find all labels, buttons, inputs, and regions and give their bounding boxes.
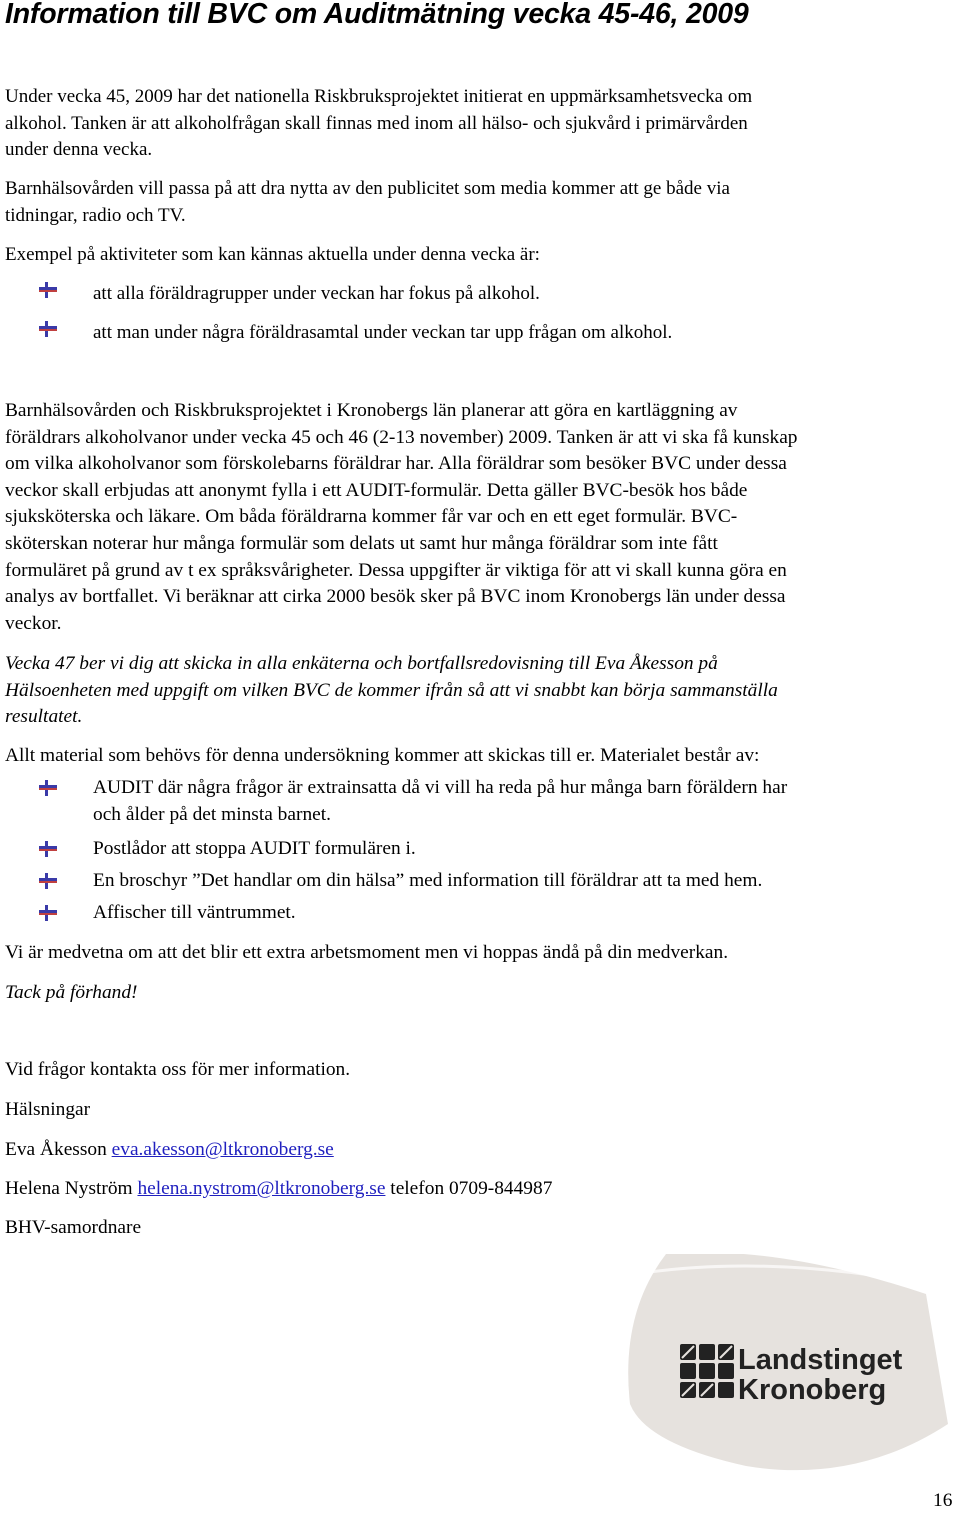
list-item-text: och ålder på det minsta barnet. (93, 804, 331, 825)
publicity-paragraph (5, 176, 957, 229)
text-line: sjuksköterska och läkare. Om båda föräldrarna kommer får var och en ett eget formulär. BVC- (5, 506, 738, 528)
bullet-icon (39, 840, 61, 858)
page-number: 16 (933, 1490, 953, 1511)
email-link[interactable]: eva.akesson@ltkronoberg.se (111, 1139, 334, 1160)
document-title: Information till BVC om Auditmätning vecka 45-46, 2009 (5, 0, 749, 30)
instructions-paragraph (5, 651, 957, 731)
role-text: BHV-samordnare (5, 1217, 142, 1238)
list-item-text: AUDIT där några frågor är extrainsatta då vi vill ha reda på hur många barn föräldern har (93, 777, 788, 798)
bullet-icon (39, 320, 61, 338)
bullet-icon (39, 779, 61, 797)
logo-line2: Kronoberg (738, 1374, 887, 1406)
text-line: om vilka alkoholvanor som förskolebarns föräldrar har. Alla föräldrar som besöker BVC under dessa (5, 453, 787, 475)
text-line: Vecka 47 ber vi dig att skicka in alla enkäterna och bortfallsredovisning till Eva Åkesson på (5, 653, 718, 674)
list-item-text: Postlådor att stoppa AUDIT formulären i. (93, 838, 416, 859)
bullet-icon (39, 872, 61, 890)
list-item-text: att alla föräldragrupper under veckan har fokus på alkohol. (93, 283, 540, 304)
text-line: veckor. (5, 612, 62, 634)
text-line: alkohol. Tanken är att alkoholfrågan skall finnas med inom all hälso- och sjukvård i primärvården (5, 112, 748, 134)
landstinget-kronoberg-logo (626, 1254, 948, 1472)
text-line: Barnhälsovården vill passa på att dra nytta av den publicitet som media kommer att ge både via (5, 178, 730, 199)
text-line: under denna vecka. (5, 139, 153, 160)
contact-name: Eva Åkesson (5, 1139, 112, 1160)
email-link[interactable]: helena.nystrom@ltkronoberg.se (137, 1178, 386, 1199)
list-item-text: Affischer till väntrummet. (93, 902, 296, 923)
text-line: föräldrars alkoholvanor under vecka 45 och 46 (2-13 november) 2009. Tanken är att vi ska få kunskap (5, 426, 798, 448)
materials-heading (5, 743, 957, 770)
contact-intro: Vid frågor kontakta oss för mer information. (5, 1059, 351, 1080)
contact-line-1 (5, 1137, 334, 1163)
text-line: sköterskan noterar hur många formulär som delats ut samt hur många föräldrar som inte fått (5, 532, 718, 554)
examples-heading (5, 242, 957, 269)
text-line: Under vecka 45, 2009 har det nationella Riskbruksprojektet initierat en uppmärksamhetsvecka om (5, 86, 753, 107)
text-line: analys av bortfallet. Vi beräknar att cirka 2000 besök sker på BVC inom Kronobergs län under dessa (5, 586, 786, 608)
text-line: Exempel på aktiviteter som kan kännas aktuella under denna vecka är: (5, 244, 540, 265)
phone-text: telefon 0709-844987 (385, 1178, 553, 1199)
contact-name: Helena Nyström (5, 1178, 138, 1199)
bullet-icon (39, 281, 61, 299)
text-line: Allt material som behövs för denna undersökning kommer att skickas till er. Materialet består av: (5, 745, 760, 766)
list-item-text: En broschyr ”Det handlar om din hälsa” med information till föräldrar att ta med hem. (93, 870, 763, 891)
survey-paragraph (5, 398, 957, 637)
greeting: Hälsningar (5, 1099, 91, 1120)
text-line: tidningar, radio och TV. (5, 204, 186, 226)
text-line: formuläret på grund av t ex språksvårigheter. Dessa uppgifter är viktiga för att vi skall kunna göra en (5, 559, 787, 581)
text-line: veckor skall erbjudas att anonymt fylla i ett AUDIT-formulär. Detta gäller BVC-besök hos både (5, 479, 748, 501)
logo-line1: Landstinget (738, 1344, 903, 1376)
intro-paragraph (5, 84, 957, 164)
closing-paragraph: Vi är medvetna om att det blir ett extra arbetsmoment men vi hoppas ändå på din medverkan. (5, 942, 729, 963)
list-item-text: att man under några föräldrasamtal under veckan tar upp frågan om alkohol. (93, 322, 673, 343)
text-line: Hälsoenheten med uppgift om vilken BVC de kommer ifrån så att vi snabbt kan börja sammanställa (5, 679, 778, 701)
text-line: resultatet. (5, 706, 83, 728)
bullet-icon (39, 904, 61, 922)
text-line: Barnhälsovården och Riskbruksprojektet i Kronobergs län planerar att göra en kartläggning av (5, 400, 738, 421)
thanks-text: Tack på förhand! (5, 982, 138, 1003)
contact-line-2 (5, 1176, 552, 1202)
